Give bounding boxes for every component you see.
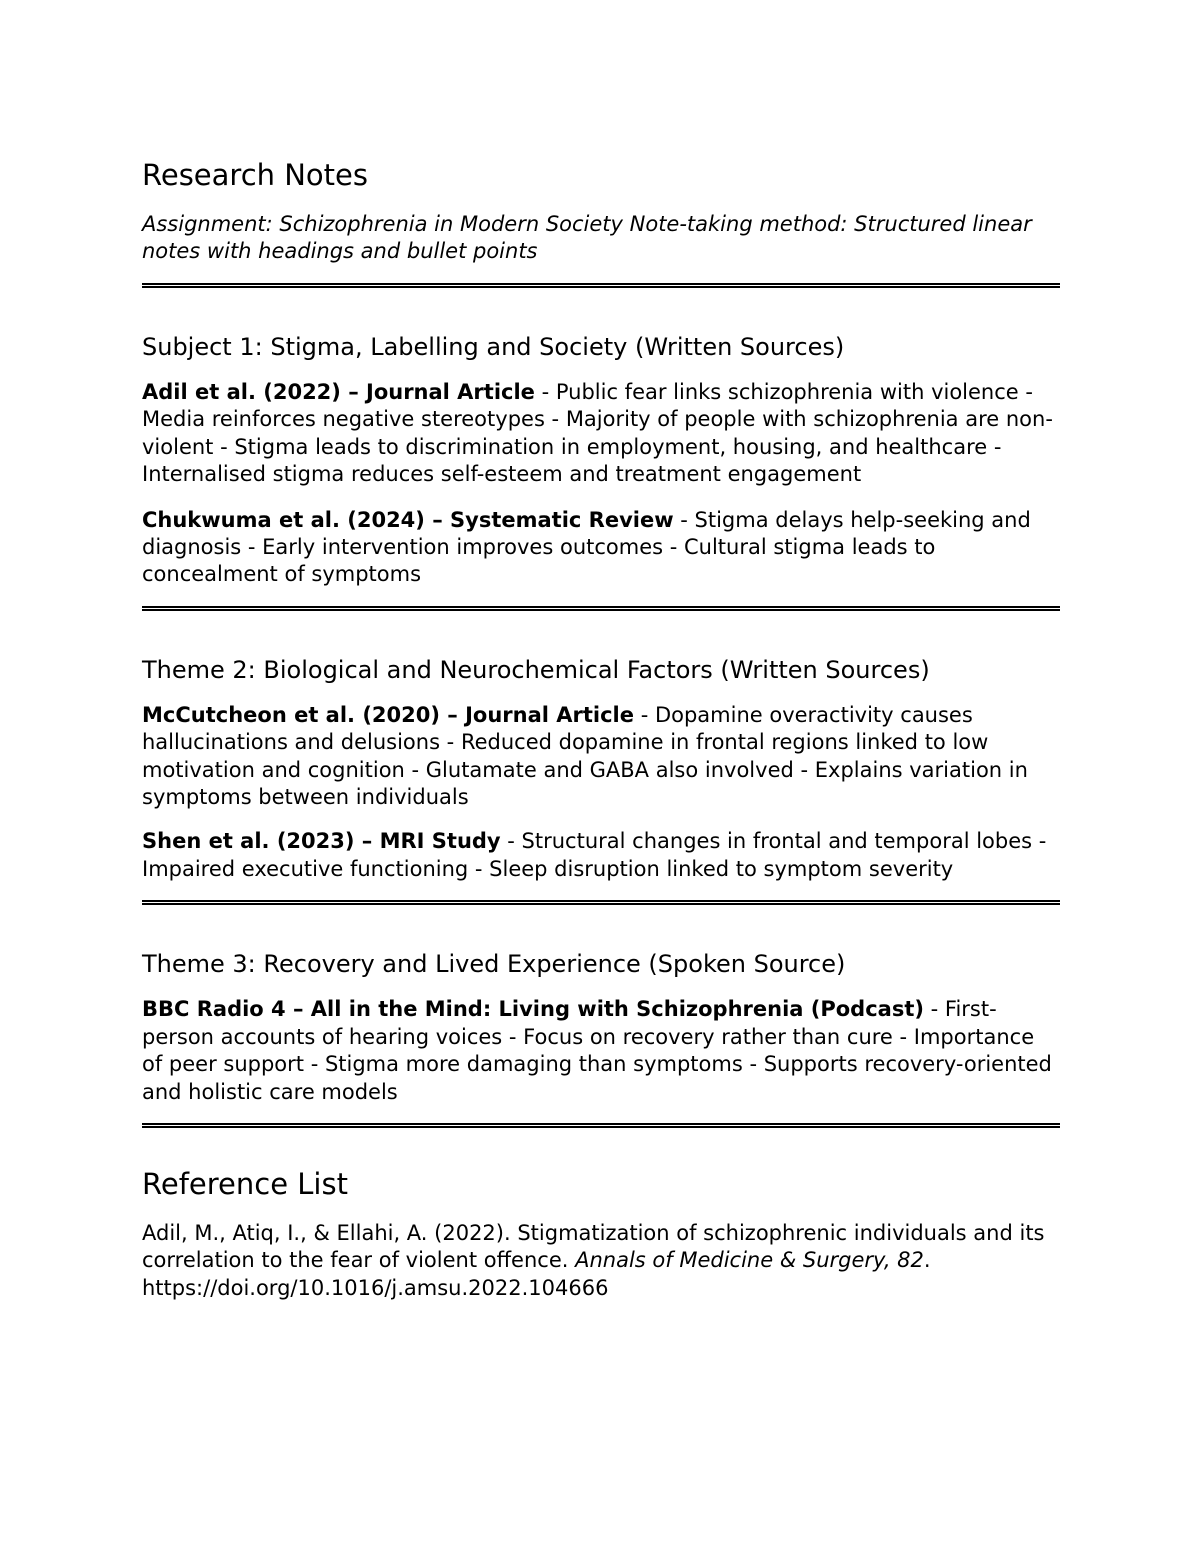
source-title: Chukwuma et al. (2024) – Systematic Review [142, 507, 674, 532]
section-heading-recovery: Theme 3: Recovery and Lived Experience (Spoken Source) [142, 950, 846, 979]
source-entry-mccutcheon [142, 702, 1060, 812]
document-page [142, 155, 1060, 1302]
source-title: McCutcheon et al. (2020) – Journal Article [142, 702, 635, 727]
source-title: Shen et al. (2023) – MRI Study [142, 829, 501, 854]
section-heading-stigma: Subject 1: Stigma, Labelling and Society (Written Sources) [142, 333, 845, 361]
source-notes: - Dopamine overactivity causes hallucinations and delusions - Reduced dopamine in frontal regions linked to low motivation and cognition - Glutamate and GABA also involved - Explains variation in symptoms between individuals [142, 702, 1028, 810]
reference-journal: Annals of Medicine & Surgery, 82 [575, 1248, 924, 1273]
reference-doi: . https://doi.org/10.1016/j.amsu.2022.104666 [142, 1248, 931, 1300]
source-notes: - First-person accounts of hearing voices - Focus on recovery rather than cure - Importance of peer support - Stigma more damaging than symptoms - Supports recovery-oriented and holistic care models [142, 997, 1052, 1104]
source-notes: - Structural changes in frontal and temporal lobes - Impaired executive functioning - Sleep disruption linked to symptom severity [142, 829, 1047, 881]
reference-list-heading: Reference List [142, 1166, 348, 1201]
reference-item [142, 1220, 1060, 1302]
source-entry-bbc [142, 996, 1060, 1106]
section-divider [142, 283, 1060, 288]
section-divider [142, 606, 1060, 611]
source-title: BBC Radio 4 – All in the Mind: Living with Schizophrenia (Podcast) [142, 997, 924, 1022]
page-title: Research Notes [142, 158, 368, 192]
source-entry-adil [142, 379, 1060, 489]
section-heading-biological: Theme 2: Biological and Neurochemical Factors (Written Sources) [142, 655, 930, 684]
section-divider [142, 900, 1060, 905]
source-title: Adil et al. (2022) – Journal Article [142, 380, 535, 404]
section-divider [142, 1123, 1060, 1128]
source-notes: - Stigma delays help-seeking and diagnosis - Early intervention improves outcomes - Cultural stigma leads to concealment of symptoms [142, 507, 1031, 587]
reference-authors-title: Adil, M., Atiq, I., & Ellahi, A. (2022). Stigmatization of schizophrenic individuals and its correlation to the fear of violent offence. [142, 1220, 1045, 1273]
source-entry-chukwuma [142, 507, 1060, 589]
source-entry-shen [142, 828, 1060, 883]
assignment-subtitle: Assignment: Schizophrenia in Modern Society Note-taking method: Structured linear notes with headings and bullet points [142, 212, 1032, 263]
source-notes: - Public fear links schizophrenia with violence - Media reinforces negative stereotypes - Majority of people with schizophrenia are non-violent - Stigma leads to discrimination in employment, housing, and healthcare - Internalised stigma reduces self-esteem and treatment engagement [142, 380, 1053, 487]
